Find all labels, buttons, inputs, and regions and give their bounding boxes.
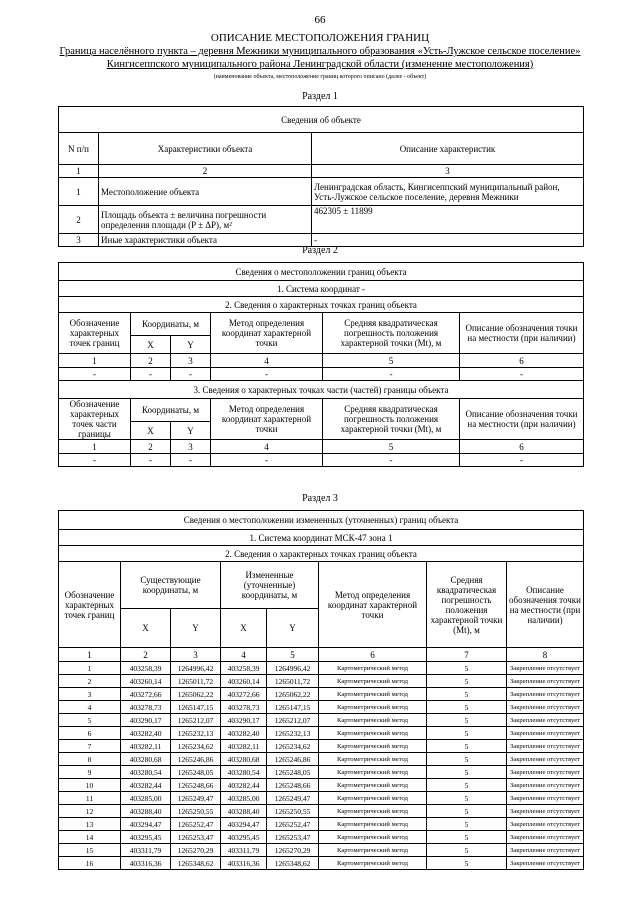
cell: 3 bbox=[171, 354, 211, 368]
header-cell: Средняя квадратическая погрешность положения характерной точки (Mt), м bbox=[427, 562, 507, 648]
cell: 1265212,07 bbox=[171, 714, 221, 727]
cell: Картометрический метод bbox=[319, 805, 427, 818]
table-row bbox=[59, 844, 584, 857]
cell: 403278,73 bbox=[121, 701, 171, 714]
cell: 1 bbox=[59, 648, 121, 662]
column-numbers-row bbox=[59, 648, 584, 662]
cell: - bbox=[171, 454, 211, 467]
cell: Закрепление отсутствует bbox=[507, 844, 584, 857]
cell: 5 bbox=[323, 440, 460, 454]
subsection-title: 2. Сведения о характерных точках границ объекта bbox=[59, 297, 584, 313]
cell: 5 bbox=[427, 818, 507, 831]
cell: - bbox=[460, 368, 584, 381]
coord-system: 1. Система координат МСК-47 зона 1 bbox=[59, 530, 584, 546]
cell: 1265248,05 bbox=[171, 766, 221, 779]
column-numbers-row bbox=[59, 440, 584, 454]
section1-caption: Сведения об объекте bbox=[59, 107, 584, 133]
section3-label: Раздел 3 bbox=[302, 493, 338, 504]
header-y: Y bbox=[171, 609, 221, 648]
cell: 4 bbox=[211, 354, 323, 368]
cell: Картометрический метод bbox=[319, 753, 427, 766]
cell: 403316,36 bbox=[221, 857, 267, 870]
cell: 1 bbox=[59, 662, 121, 675]
cell: 403294,47 bbox=[121, 818, 171, 831]
cell: Закрепление отсутствует bbox=[507, 818, 584, 831]
cell: 403280,54 bbox=[221, 766, 267, 779]
cell: 16 bbox=[59, 857, 121, 870]
cell: 403311,79 bbox=[121, 844, 171, 857]
header-cell: Обозначение характерных точек границ bbox=[59, 562, 121, 648]
cell: Закрепление отсутствует bbox=[507, 675, 584, 688]
table-row bbox=[59, 727, 584, 740]
cell: Закрепление отсутствует bbox=[507, 792, 584, 805]
cell: 1265270,29 bbox=[171, 844, 221, 857]
cell: 3 bbox=[171, 648, 221, 662]
cell: 4 bbox=[221, 648, 267, 662]
cell: 1265147,15 bbox=[171, 701, 221, 714]
cell: 1 bbox=[59, 354, 131, 368]
cell: 403311,79 bbox=[221, 844, 267, 857]
cell: 1265234,62 bbox=[171, 740, 221, 753]
cell: 1265348,62 bbox=[171, 857, 221, 870]
cell: 2 bbox=[59, 675, 121, 688]
cell: 1265232,13 bbox=[267, 727, 319, 740]
cell: Картометрический метод bbox=[319, 688, 427, 701]
cell: 403258,39 bbox=[221, 662, 267, 675]
cell: 8 bbox=[59, 753, 121, 766]
cell: Местоположение объекта bbox=[99, 178, 312, 206]
section2-table bbox=[58, 262, 584, 467]
table-row bbox=[59, 206, 584, 234]
cell: 1265253,47 bbox=[267, 831, 319, 844]
table-row bbox=[59, 368, 584, 381]
header-cell: Метод определения координат характерной точки bbox=[211, 313, 323, 354]
section3-caption: Сведения о местоположении измененных (уточненных) границ объекта bbox=[59, 511, 584, 530]
header-cell: Средняя квадратическая погрешность положения характерной точки (Mt), м bbox=[323, 313, 460, 354]
table-row bbox=[59, 779, 584, 792]
cell: 5 bbox=[427, 740, 507, 753]
cell: 1 bbox=[59, 178, 99, 206]
cell: 15 bbox=[59, 844, 121, 857]
subtitle-line-1: Граница населённого пункта – деревня Межники муниципального образования «Усть-Лужское сельское поселение» bbox=[59, 46, 581, 57]
cell: 5 bbox=[427, 688, 507, 701]
header-y: Y bbox=[171, 336, 211, 354]
cell: 403272,66 bbox=[221, 688, 267, 701]
cell: 403260,14 bbox=[121, 675, 171, 688]
subsection-title: 3. Сведения о характерных точках части (частей) границы объекта bbox=[59, 381, 584, 399]
section1-table bbox=[58, 106, 584, 247]
header-cell: Метод определения координат характерной точки bbox=[211, 399, 323, 440]
cell: Ленинградская область, Кингисеппский муниципальный район, Усть-Лужское сельское поселение, деревня Межники bbox=[312, 178, 584, 206]
table-row bbox=[59, 740, 584, 753]
cell: 5 bbox=[323, 354, 460, 368]
cell: Картометрический метод bbox=[319, 818, 427, 831]
cell: 5 bbox=[427, 662, 507, 675]
cell: 1264996,42 bbox=[267, 662, 319, 675]
cell: 12 bbox=[59, 805, 121, 818]
cell: 1265252,47 bbox=[171, 818, 221, 831]
table-row bbox=[59, 805, 584, 818]
cell: Закрепление отсутствует bbox=[507, 740, 584, 753]
cell: Картометрический метод bbox=[319, 714, 427, 727]
table-row bbox=[59, 178, 584, 206]
cell: 5 bbox=[427, 753, 507, 766]
table-row bbox=[59, 714, 584, 727]
cell: Закрепление отсутствует bbox=[507, 688, 584, 701]
cell: 1265011,72 bbox=[171, 675, 221, 688]
cell: 5 bbox=[427, 831, 507, 844]
cell: 403285,00 bbox=[121, 792, 171, 805]
header-y: Y bbox=[267, 609, 319, 648]
cell: Иные характеристики объекта bbox=[99, 234, 312, 247]
cell: 1265246,86 bbox=[267, 753, 319, 766]
cell: 1265270,29 bbox=[267, 844, 319, 857]
cell: 403290,17 bbox=[121, 714, 171, 727]
cell: 6 bbox=[460, 440, 584, 454]
cell: 4 bbox=[211, 440, 323, 454]
cell: 1264996,42 bbox=[171, 662, 221, 675]
header-cell: Описание обозначения точки на местности (при наличии) bbox=[460, 313, 584, 354]
cell: 5 bbox=[427, 844, 507, 857]
header-cell: Координаты, м bbox=[131, 313, 211, 336]
cell: 403290,17 bbox=[221, 714, 267, 727]
cell: Закрепление отсутствует bbox=[507, 857, 584, 870]
cell: 403294,47 bbox=[221, 818, 267, 831]
table-row bbox=[59, 753, 584, 766]
cell: 1265248,66 bbox=[171, 779, 221, 792]
cell: 403282,11 bbox=[121, 740, 171, 753]
cell: 7 bbox=[427, 648, 507, 662]
cell: 5 bbox=[427, 766, 507, 779]
col-num: 1 bbox=[59, 165, 99, 178]
cell: 1265250,55 bbox=[171, 805, 221, 818]
cell: - bbox=[312, 234, 584, 247]
cell: 403278,73 bbox=[221, 701, 267, 714]
cell: 4 bbox=[59, 701, 121, 714]
header-cell: Координаты, м bbox=[131, 399, 211, 422]
header-cell: Обозначение характерных точек части границы bbox=[59, 399, 131, 440]
cell: Картометрический метод bbox=[319, 792, 427, 805]
table-row bbox=[59, 818, 584, 831]
cell: 1265248,05 bbox=[267, 766, 319, 779]
cell: 5 bbox=[427, 675, 507, 688]
cell: 1265212,07 bbox=[267, 714, 319, 727]
cell: Закрепление отсутствует bbox=[507, 779, 584, 792]
cell: 1 bbox=[59, 440, 131, 454]
cell: 3 bbox=[171, 440, 211, 454]
table-row bbox=[59, 857, 584, 870]
cell: Закрепление отсутствует bbox=[507, 714, 584, 727]
header-cell: N п/п bbox=[59, 133, 99, 165]
cell: 5 bbox=[427, 701, 507, 714]
header-x: X bbox=[131, 422, 171, 440]
table-row bbox=[59, 454, 584, 467]
header-cell: Метод определения координат характерной точки bbox=[319, 562, 427, 648]
cell: 9 bbox=[59, 766, 121, 779]
cell: 1265147,15 bbox=[267, 701, 319, 714]
table-row bbox=[59, 688, 584, 701]
subsection-title: 2. Сведения о характерных точках границ объекта bbox=[59, 546, 584, 562]
cell: 403285,00 bbox=[221, 792, 267, 805]
cell: Картометрический метод bbox=[319, 675, 427, 688]
subtitle-note: (наименование объекта, местоположение границ которого описано (далее - объект) bbox=[213, 74, 427, 80]
header-cell: Средняя квадратическая погрешность положения характерной точки (Mt), м bbox=[323, 399, 460, 440]
cell: 403282,44 bbox=[221, 779, 267, 792]
cell: 1265249,47 bbox=[171, 792, 221, 805]
cell: 403316,36 bbox=[121, 857, 171, 870]
cell: 6 bbox=[319, 648, 427, 662]
cell: Картометрический метод bbox=[319, 662, 427, 675]
cell: - bbox=[59, 368, 131, 381]
cell: 2 bbox=[59, 206, 99, 234]
cell: 6 bbox=[59, 727, 121, 740]
header-x: X bbox=[221, 609, 267, 648]
cell: 6 bbox=[460, 354, 584, 368]
cell: 1265249,47 bbox=[267, 792, 319, 805]
cell: Картометрический метод bbox=[319, 740, 427, 753]
table-row bbox=[59, 662, 584, 675]
page-number: 66 bbox=[314, 14, 326, 26]
cell: Картометрический метод bbox=[319, 701, 427, 714]
col-num: 2 bbox=[99, 165, 312, 178]
cell: Картометрический метод bbox=[319, 831, 427, 844]
table-row bbox=[59, 792, 584, 805]
cell: 462305 ± 11899 bbox=[312, 206, 584, 234]
cell: - bbox=[211, 454, 323, 467]
cell: 11 bbox=[59, 792, 121, 805]
cell: 403288,40 bbox=[221, 805, 267, 818]
cell: 3 bbox=[59, 688, 121, 701]
section3-table bbox=[58, 510, 584, 870]
cell: Картометрический метод bbox=[319, 844, 427, 857]
cell: 1265011,72 bbox=[267, 675, 319, 688]
cell: 5 bbox=[59, 714, 121, 727]
cell: - bbox=[171, 368, 211, 381]
cell: 1265348,62 bbox=[267, 857, 319, 870]
cell: Закрепление отсутствует bbox=[507, 701, 584, 714]
cell: 5 bbox=[427, 805, 507, 818]
cell: 1265253,47 bbox=[171, 831, 221, 844]
cell: Площадь объекта ± величина погрешности определения площади (P ± ΔP), м² bbox=[99, 206, 312, 234]
header-cell: Описание характеристик bbox=[312, 133, 584, 165]
cell: Закрепление отсутствует bbox=[507, 662, 584, 675]
header-cell: Измененные (уточненные) координаты, м bbox=[221, 562, 319, 609]
section2-label: Раздел 2 bbox=[302, 245, 338, 256]
cell: 403280,68 bbox=[221, 753, 267, 766]
table-row bbox=[59, 701, 584, 714]
cell: 5 bbox=[427, 714, 507, 727]
cell: Картометрический метод bbox=[319, 727, 427, 740]
header-cell: Описание обозначения точки на местности (при наличии) bbox=[460, 399, 584, 440]
cell: 403282,11 bbox=[221, 740, 267, 753]
header-cell: Существующие координаты, м bbox=[121, 562, 221, 609]
coord-system: 1. Система координат - bbox=[59, 281, 584, 297]
cell: 1265062,22 bbox=[171, 688, 221, 701]
cell: - bbox=[131, 368, 171, 381]
cell: 403295,45 bbox=[221, 831, 267, 844]
cell: 403272,66 bbox=[121, 688, 171, 701]
header-cell: Характеристики объекта bbox=[99, 133, 312, 165]
cell: 7 bbox=[59, 740, 121, 753]
cell: Картометрический метод bbox=[319, 766, 427, 779]
cell: 403280,68 bbox=[121, 753, 171, 766]
cell: 403282,40 bbox=[221, 727, 267, 740]
cell: - bbox=[460, 454, 584, 467]
cell: 1265062,22 bbox=[267, 688, 319, 701]
section2-caption: Сведения о местоположении границ объекта bbox=[59, 263, 584, 281]
cell: Картометрический метод bbox=[319, 779, 427, 792]
cell: 403258,39 bbox=[121, 662, 171, 675]
cell: Закрепление отсутствует bbox=[507, 831, 584, 844]
table-row bbox=[59, 766, 584, 779]
col-num: 3 bbox=[312, 165, 584, 178]
cell: 403288,40 bbox=[121, 805, 171, 818]
cell: Закрепление отсутствует bbox=[507, 727, 584, 740]
cell: - bbox=[211, 368, 323, 381]
cell: Картометрический метод bbox=[319, 857, 427, 870]
cell: 5 bbox=[427, 792, 507, 805]
column-numbers-row bbox=[59, 354, 584, 368]
cell: 403282,44 bbox=[121, 779, 171, 792]
cell: Закрепление отсутствует bbox=[507, 805, 584, 818]
cell: - bbox=[323, 368, 460, 381]
subtitle-line-2: Кингисеппского муниципального района Ленинградской области (изменение местоположения) bbox=[106, 59, 534, 70]
cell: 2 bbox=[131, 354, 171, 368]
section1-label: Раздел 1 bbox=[302, 91, 338, 102]
cell: 10 bbox=[59, 779, 121, 792]
cell: Закрепление отсутствует bbox=[507, 753, 584, 766]
cell: 14 bbox=[59, 831, 121, 844]
cell: 2 bbox=[131, 440, 171, 454]
cell: 1265232,13 bbox=[171, 727, 221, 740]
cell: 403295,45 bbox=[121, 831, 171, 844]
header-cell: Обозначение характерных точек границ bbox=[59, 313, 131, 354]
cell: 5 bbox=[427, 857, 507, 870]
cell: 1265246,86 bbox=[171, 753, 221, 766]
cell: 403280,54 bbox=[121, 766, 171, 779]
cell: 1265250,55 bbox=[267, 805, 319, 818]
header-x: X bbox=[121, 609, 171, 648]
cell: - bbox=[131, 454, 171, 467]
cell: 3 bbox=[59, 234, 99, 247]
cell: 2 bbox=[121, 648, 171, 662]
cell: 1265248,66 bbox=[267, 779, 319, 792]
cell: 403282,40 bbox=[121, 727, 171, 740]
cell: 5 bbox=[427, 727, 507, 740]
header-cell: Описание обозначения точки на местности (при наличии) bbox=[507, 562, 584, 648]
cell: 403260,14 bbox=[221, 675, 267, 688]
cell: 5 bbox=[267, 648, 319, 662]
document-title: ОПИСАНИЕ МЕСТОПОЛОЖЕНИЯ ГРАНИЦ bbox=[210, 32, 430, 44]
cell: 8 bbox=[507, 648, 584, 662]
table-row bbox=[59, 831, 584, 844]
header-y: Y bbox=[171, 422, 211, 440]
cell: Закрепление отсутствует bbox=[507, 766, 584, 779]
cell: 5 bbox=[427, 779, 507, 792]
header-x: X bbox=[131, 336, 171, 354]
table-row bbox=[59, 675, 584, 688]
cell: - bbox=[323, 454, 460, 467]
cell: - bbox=[59, 454, 131, 467]
cell: 13 bbox=[59, 818, 121, 831]
cell: 1265234,62 bbox=[267, 740, 319, 753]
cell: 1265252,47 bbox=[267, 818, 319, 831]
